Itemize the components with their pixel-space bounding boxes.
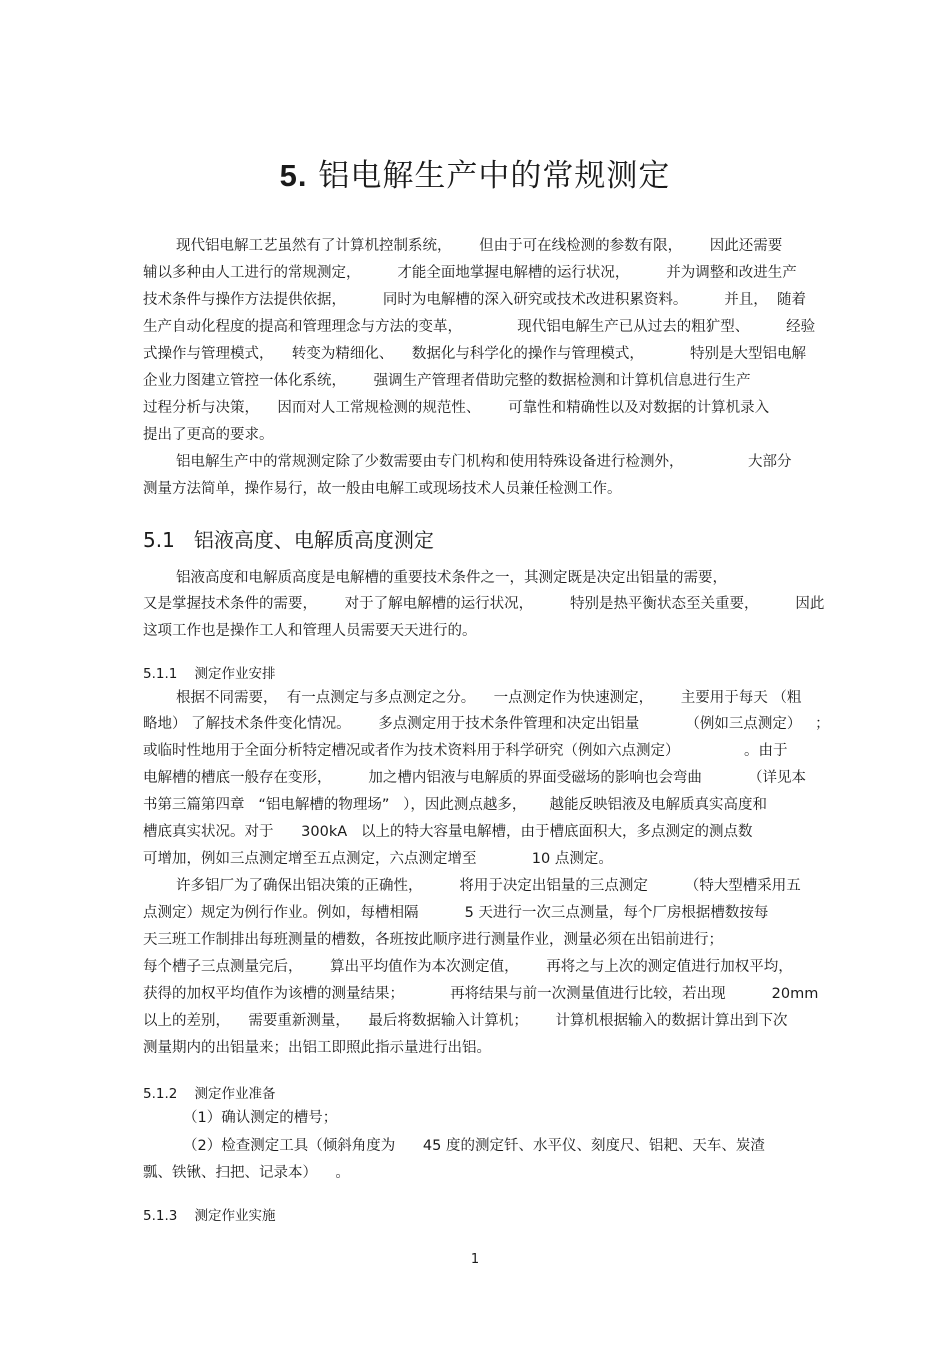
paragraph-line: 槽底真实状况。对于 300kA 以上的特大容量电解槽，由于槽底面积大，多点测定的测点数 [143,824,753,840]
paragraph-line: 又是掌握技术条件的需要， 对于了解电解槽的运行状况， 特别是热平衡状态至关重要， 因此 [143,596,825,612]
paragraph-line: 获得的加权平均值作为该槽的测量结果； 再将结果与前一次测量值进行比较，若出现 20mm [143,986,819,1002]
paragraph-line: 每个槽子三点测量完后， 算出平均值作为本次测定值， 再将之与上次的测定值进行加权平均， [143,959,793,975]
paragraph-line: 测量方法简单，操作易行，故一般由电解工或现场技术人员兼任检测工作。 [143,481,622,497]
paragraph-line: 以上的差别， 需要重新测量， 最后将数据输入计算机； 计算机根据输入的数据计算出到下次 [143,1013,788,1029]
paragraph-line: 现代铝电解工艺虽然有了计算机控制系统， 但由于可在线检测的参数有限， 因此还需要 [176,238,783,254]
paragraph-line: 根据不同需要， 有一点测定与多点测定之分。 一点测定作为快速测定， 主要用于每天 （粗 [176,690,802,706]
paragraph-line: 电解槽的槽底一般存在变形， 加之槽内铝液与电解质的界面受磁场的影响也会弯曲 （详见本 [143,770,806,786]
paragraph-line: 过程分析与决策， 因而对人工常规检测的规范性、 可靠性和精确性以及对数据的计算机录入 [143,400,770,416]
page-number: 1 [470,1252,480,1267]
paragraph-line: 式操作与管理模式， 转变为精细化、 数据化与科学化的操作与管理模式， 特别是大型铝电解 [143,346,806,362]
paragraph-line: 测量期内的出铝量来；出铝工即照此指示量进行出铝。 [143,1040,491,1056]
paragraph-line: 略地） 了解技术条件变化情况。 多点测定用于技术条件管理和决定出铝量 （例如三点测定） ； [143,716,830,732]
list-item: （1）确认测定的槽号； [183,1110,338,1126]
chapter-number: 5. [279,158,308,193]
subsection-heading-5-1-1: 5.1.1 测定作业安排 [143,666,276,682]
paragraph-line: 点测定）规定为例行作业。例如，每槽相隔 5 天进行一次三点测量，每个厂房根据槽数按每 [143,905,769,921]
paragraph-line: 提出了更高的要求。 [143,427,274,443]
chapter-title-text: 铝电解生产中的常规测定 [318,158,671,194]
paragraph-line: 技术条件与操作方法提供依据， 同时为电解槽的深入研究或技术改进积累资料。 并且， 随着 [143,292,806,308]
paragraph-line: 铝电解生产中的常规测定除了少数需要由专门机构和使用特殊设备进行检测外， 大部分 [176,454,792,470]
paragraph-line: 书第三篇第四章 “铝电解槽的物理场” ），因此测点越多， 越能反映铝液及电解质真实高度和 [143,797,767,813]
paragraph-line: 或临时性地用于全面分析特定槽况或者作为技术资料用于科学研究（例如六点测定） 。由于 [143,743,788,759]
paragraph-line: 这项工作也是操作工人和管理人员需要天天进行的。 [143,623,477,639]
chapter-title [0,150,950,195]
subsection-heading-5-1-3: 5.1.3 测定作业实施 [143,1208,276,1224]
paragraph-line: 企业力图建立管控一体化系统， 强调生产管理者借助完整的数据检测和计算机信息进行生产 [143,373,751,389]
paragraph-line: 生产自动化程度的提高和管理理念与方法的变革， 现代铝电解生产已从过去的粗犷型、 经验 [143,319,816,335]
paragraph-line: 可增加，例如三点测定增至五点测定，六点测定增至 10 点测定。 [143,851,613,867]
section-heading-5-1: 5.1 铝液高度、电解质高度测定 [143,528,434,552]
paragraph-line: 天三班工作制排出每班测量的槽数，各班按此顺序进行测量作业，测量必须在出铝前进行； [143,932,723,948]
paragraph-line: 许多铝厂为了确保出铝决策的正确性， 将用于决定出铝量的三点测定 （特大型槽采用五 [176,878,801,894]
list-item: （2）检查测定工具（倾斜角度为 45 度的测定钎、水平仪、刻度尺、铝耙、天车、炭渣 [183,1138,765,1154]
paragraph-line: 辅以多种由人工进行的常规测定， 才能全面地掌握电解槽的运行状况， 并为调整和改进生产 [143,265,797,281]
list-item-continuation: 瓢、铁锹、扫把、记录本） 。 [143,1165,350,1181]
subsection-heading-5-1-2: 5.1.2 测定作业准备 [143,1086,276,1102]
paragraph-line: 铝液高度和电解质高度是电解槽的重要技术条件之一，其测定既是决定出铝量的需要， [176,570,727,586]
